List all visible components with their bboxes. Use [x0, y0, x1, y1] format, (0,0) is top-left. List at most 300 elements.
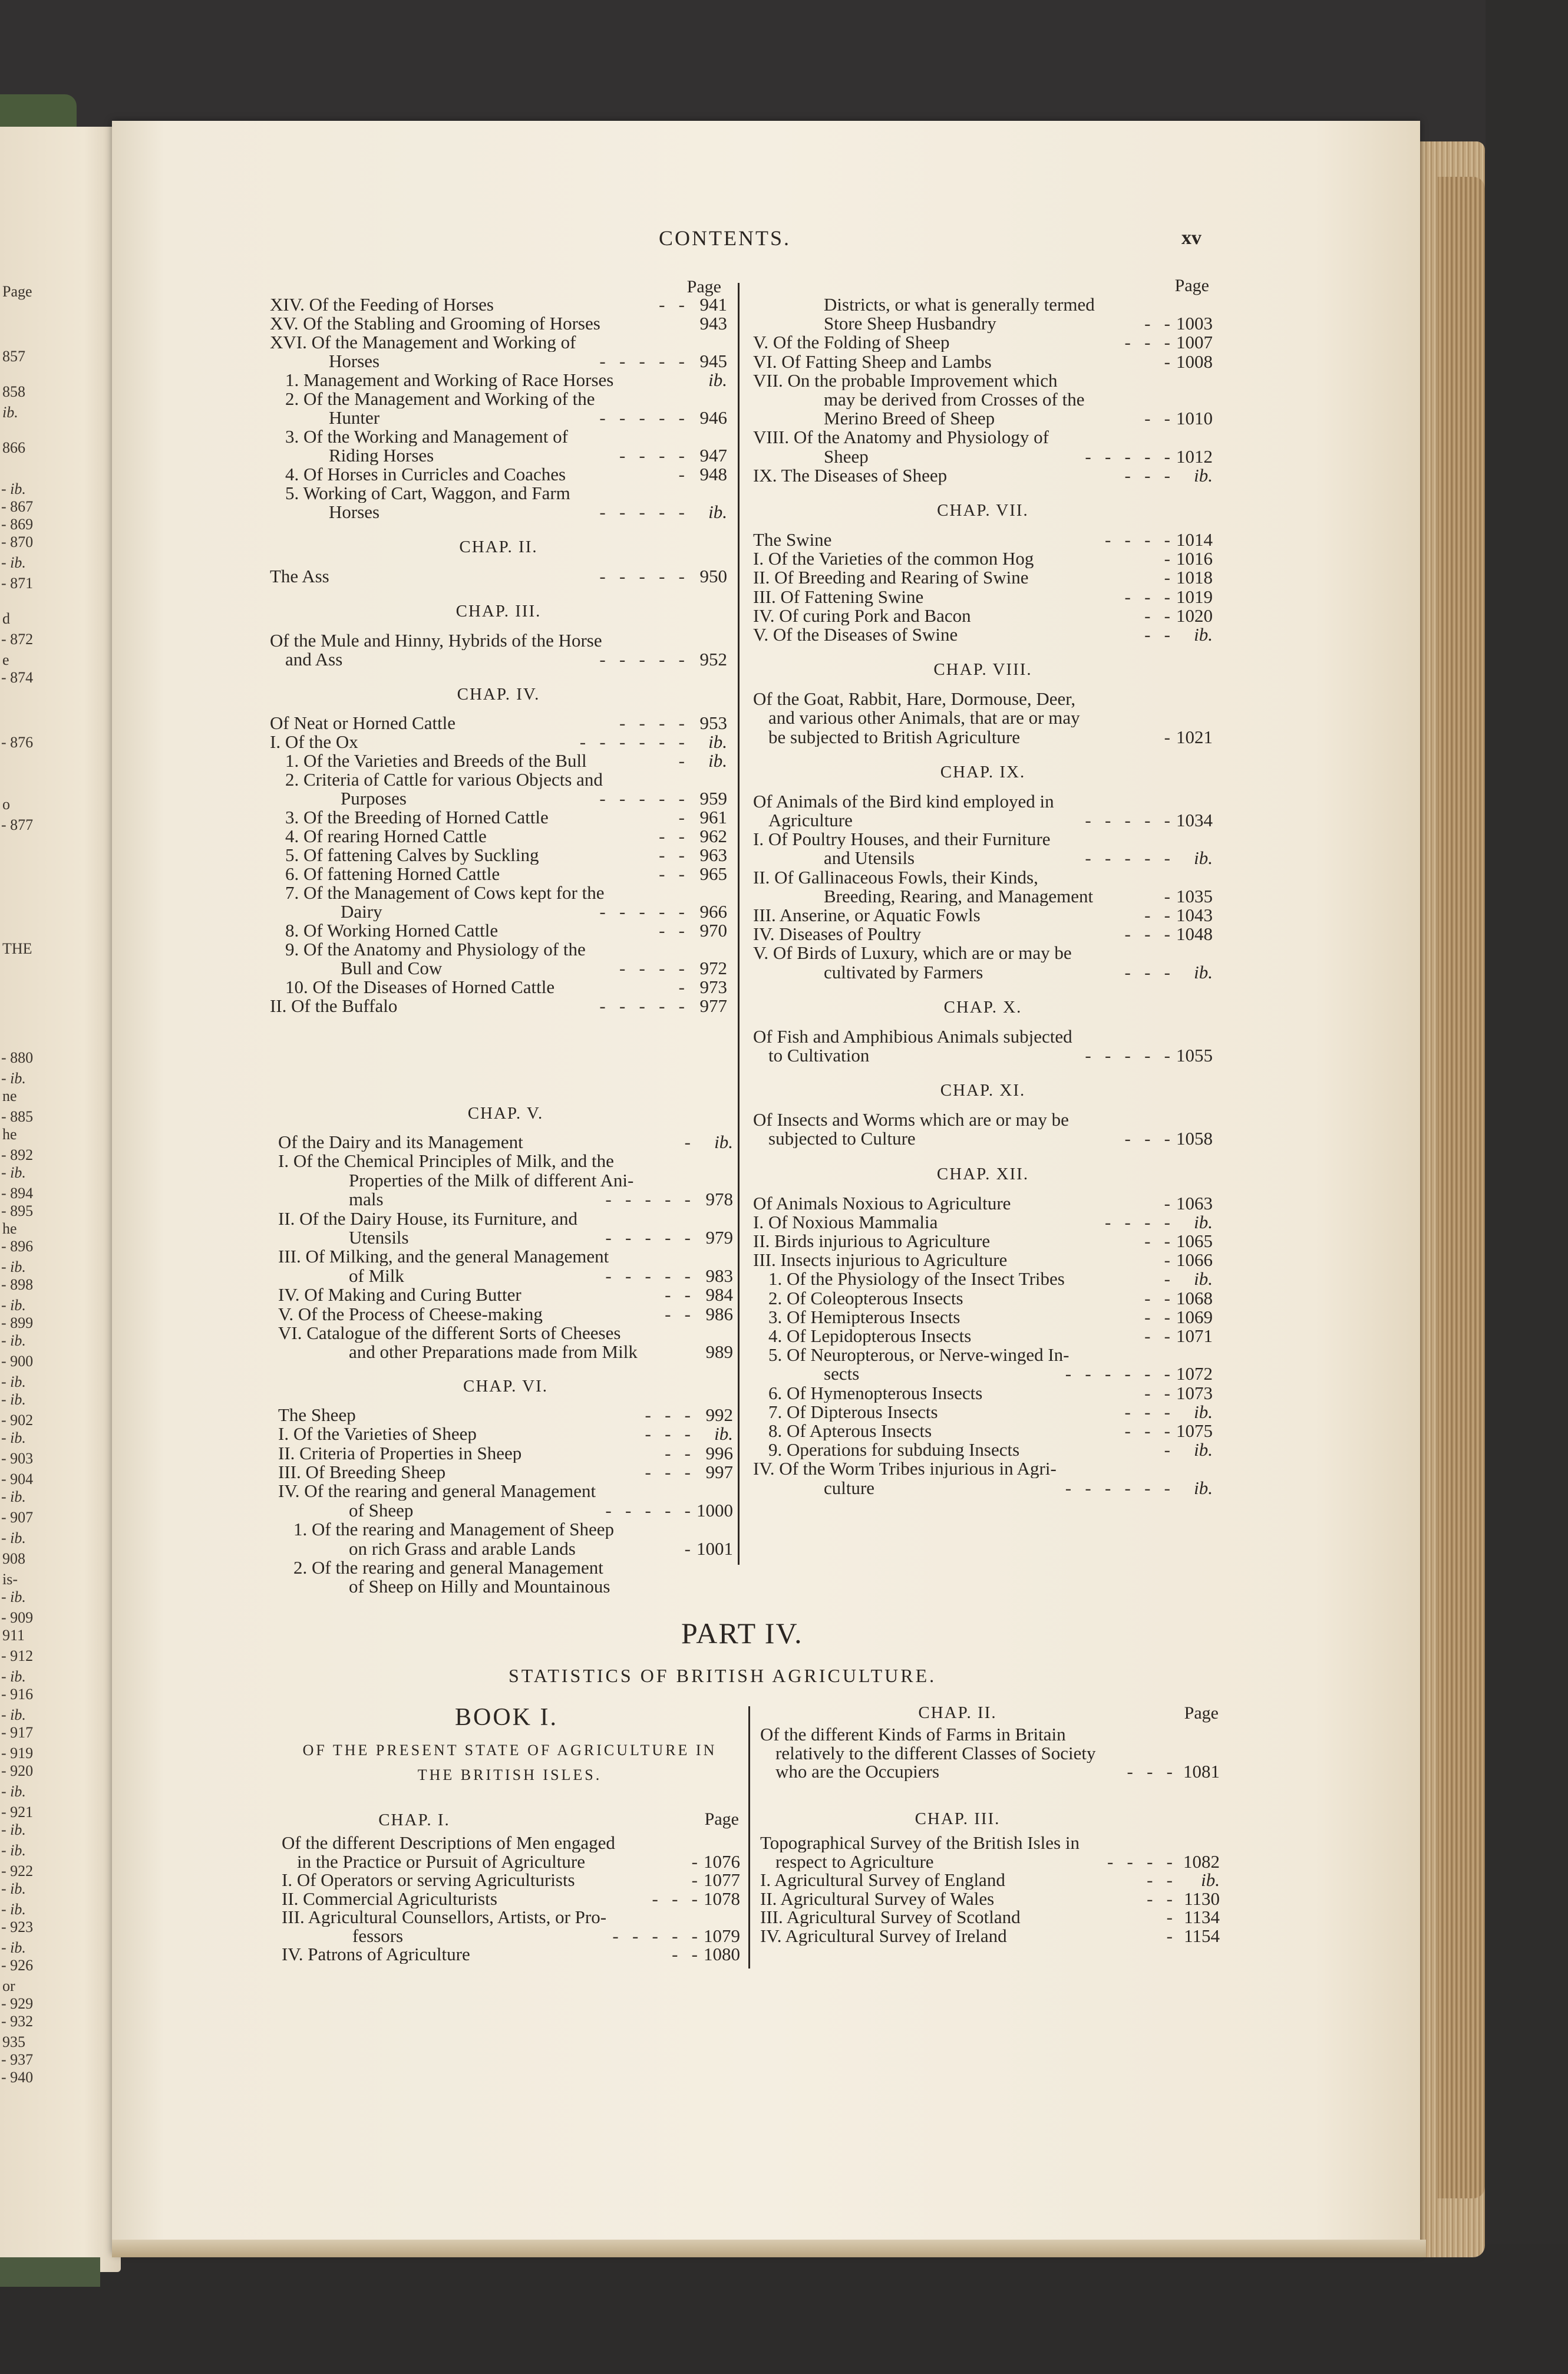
- entry-title: 2. Criteria of Cattle for various Objects and: [285, 770, 603, 790]
- contents-entry: [753, 1383, 1213, 1403]
- chapter-heading: CHAP. XII.: [936, 1164, 1029, 1183]
- left-page-number: - ib.: [1, 1488, 26, 1505]
- leader-dots: - - - - -: [1085, 1046, 1170, 1065]
- entry-title: Merino Breed of Sheep: [824, 408, 995, 428]
- entry-title: II. Of Breeding and Rearing of Swine: [753, 568, 1029, 588]
- leader-dots: - -: [659, 295, 685, 314]
- entry-page-number: 962: [699, 826, 727, 846]
- entry-page-number: ib.: [1194, 962, 1213, 982]
- contents-entry: [753, 1110, 1213, 1129]
- left-page-number: - 922: [1, 1862, 34, 1880]
- leader-dots: -: [1164, 1269, 1170, 1289]
- entry-title: on rich Grass and arable Lands: [349, 1538, 576, 1558]
- contents-entry: [270, 713, 727, 733]
- entry-title: I. Of the Varieties of Sheep: [278, 1424, 477, 1444]
- entry-page-number: ib.: [708, 732, 727, 752]
- leader-dots: - - - - -: [599, 996, 685, 1016]
- left-page-number: - ib.: [1, 1164, 26, 1181]
- entry-title: 2. Of the Management and Working of the: [285, 389, 595, 408]
- entry-title: I. Of Operators or serving Agriculturists: [282, 1870, 575, 1890]
- entry-page-number: 1073: [1176, 1383, 1213, 1403]
- entry-page-number: 1075: [1176, 1421, 1213, 1440]
- left-page-number: - 926: [1, 1957, 34, 1974]
- entry-page-number: 996: [705, 1443, 733, 1463]
- leader-dots: - - -: [1124, 332, 1170, 352]
- entry-page-number: ib.: [1201, 1870, 1220, 1890]
- contents-entry: [753, 1459, 1213, 1478]
- entry-page-number: 1016: [1176, 549, 1213, 569]
- contents-entry: [270, 408, 727, 427]
- leader-dots: - - - - -: [605, 1265, 691, 1285]
- contents-entry: [278, 1132, 733, 1152]
- left-page-number: - 874: [1, 669, 34, 686]
- contents-entry: [753, 810, 1213, 830]
- contents-entry: [270, 883, 727, 902]
- contents-entry: [278, 1285, 733, 1304]
- contents-entry: [753, 568, 1213, 587]
- contents-entry: [760, 1833, 1220, 1852]
- entry-page-number: 950: [699, 566, 727, 586]
- chapter-heading: CHAP. II.: [918, 1703, 997, 1722]
- entry-page-number: 978: [705, 1189, 733, 1209]
- entry-title: IV. Agricultural Survey of Ireland: [760, 1925, 1007, 1946]
- contents-entry: [753, 466, 1213, 485]
- entry-title: Of Animals Noxious to Agriculture: [753, 1193, 1011, 1213]
- contents-entry: [270, 389, 727, 408]
- entry-title: who are the Occupiers: [775, 1762, 940, 1781]
- contents-entry: [760, 1852, 1220, 1871]
- contents-entry: [282, 1852, 740, 1871]
- leader-dots: - - - - -: [599, 902, 685, 922]
- contents-entry: [278, 1539, 733, 1558]
- left-book-cover-bottom: [0, 2257, 100, 2287]
- contents-entry: [278, 1170, 733, 1190]
- entry-page-number: 943: [699, 314, 727, 333]
- leader-dots: - - - - - -: [579, 732, 685, 752]
- contents-entry: [278, 1558, 733, 1577]
- contents-entry: [753, 530, 1213, 549]
- contents-entry: [278, 1189, 733, 1209]
- entry-page-number: 1012: [1176, 446, 1213, 466]
- entry-page-number: 1043: [1176, 905, 1213, 925]
- chapter-heading: CHAP. IV.: [457, 684, 540, 704]
- entry-page-number: 1010: [1176, 408, 1213, 428]
- entry-title: 4. Of Lepidopterous Insects: [768, 1326, 972, 1346]
- left-page-number: - ib.: [1, 1297, 26, 1314]
- entry-title: 8. Of Working Horned Cattle: [285, 921, 499, 941]
- left-page-number: - 919: [1, 1745, 34, 1762]
- entry-title: I. Of Noxious Mammalia: [753, 1212, 938, 1232]
- leader-dots: - - -: [645, 1424, 691, 1444]
- chapter-heading: CHAP. II.: [459, 538, 538, 556]
- entry-title: 4. Of rearing Horned Cattle: [285, 826, 487, 846]
- entry-title: Dairy: [341, 902, 382, 922]
- entry-page-number: 983: [705, 1265, 733, 1285]
- contents-entry: [753, 792, 1213, 811]
- left-page-number: - 916: [1, 1686, 34, 1703]
- contents-entry: [278, 1151, 733, 1170]
- entry-title: Bull and Cow: [341, 958, 443, 978]
- entry-title: culture: [824, 1478, 875, 1498]
- contents-entry: [753, 905, 1213, 925]
- entry-title: 2. Of Coleopterous Insects: [768, 1288, 963, 1308]
- contents-entry: [753, 1129, 1213, 1148]
- leader-dots: -: [1164, 351, 1170, 371]
- left-page-number: - 917: [1, 1724, 34, 1741]
- contents-entry: [760, 1907, 1220, 1927]
- contents-entry: [753, 295, 1213, 314]
- left-page-number: - 921: [1, 1803, 34, 1821]
- chapter-heading: CHAP. XI.: [940, 1081, 1026, 1100]
- entry-title: 2. Of the rearing and general Management: [293, 1558, 603, 1577]
- entry-title: 1. Of the rearing and Management of Sheep: [293, 1519, 615, 1539]
- contents-entry: [270, 921, 727, 940]
- left-page-number: 908: [2, 1550, 25, 1567]
- contents-entry: [278, 1519, 733, 1539]
- entry-title: Of Insects and Worms which are or may be: [753, 1110, 1069, 1130]
- left-book-cover: [0, 94, 77, 130]
- book-subtitle-line-2: THE BRITISH ISLES.: [417, 1766, 602, 1783]
- contents-entry: [278, 1481, 733, 1501]
- left-page-number: o: [2, 796, 10, 813]
- left-page-number: - ib.: [1, 1070, 26, 1087]
- contents-entry: [753, 1269, 1213, 1288]
- entry-page-number: 1001: [696, 1538, 733, 1558]
- entry-title: 10. Of the Diseases of Horned Cattle: [285, 977, 555, 997]
- entry-title: may be derived from Crosses of the: [824, 390, 1085, 409]
- leader-dots: - -: [672, 1944, 698, 1964]
- left-page-number: - 940: [1, 2069, 34, 2086]
- entry-page-number: 992: [705, 1404, 733, 1425]
- left-page-number: - 902: [1, 1412, 34, 1429]
- left-page-number: 866: [2, 439, 25, 456]
- contents-entry: [753, 962, 1213, 982]
- entry-page-number: 961: [699, 807, 727, 827]
- entry-title: in the Practice or Pursuit of Agriculture: [297, 1851, 585, 1871]
- entry-title: I. Of the Ox: [270, 732, 358, 752]
- contents-entry: [753, 1288, 1213, 1308]
- left-page-number: - 871: [1, 575, 34, 592]
- contents-entry: [278, 1443, 733, 1463]
- entry-page-number: 945: [699, 351, 727, 371]
- left-page-number: - ib.: [1, 1706, 26, 1723]
- leader-dots: - - - - -: [1085, 848, 1170, 868]
- left-page-number: 858: [2, 383, 25, 400]
- chapter-heading: CHAP. III.: [455, 601, 542, 621]
- entry-page-number: 1020: [1176, 605, 1213, 625]
- leader-dots: - - -: [1124, 1421, 1170, 1440]
- contents-entry: [753, 1212, 1213, 1232]
- background-right: [1486, 0, 1568, 2374]
- contents-entry: [753, 390, 1213, 409]
- contents-entry: [282, 1907, 740, 1927]
- entry-title: mals: [349, 1189, 384, 1209]
- entry-page-number: 1078: [704, 1888, 740, 1908]
- contents-entry: [282, 1833, 740, 1852]
- entry-title: Store Sheep Husbandry: [824, 314, 996, 334]
- contents-entry: [278, 1209, 733, 1228]
- entry-page-number: 1069: [1176, 1307, 1213, 1327]
- entry-page-number: 1058: [1176, 1129, 1213, 1149]
- left-page-number: - 898: [1, 1276, 34, 1293]
- entry-title: V. Of the Folding of Sheep: [753, 332, 950, 352]
- entry-title: fessors: [352, 1925, 404, 1946]
- entry-page-number: 1048: [1176, 924, 1213, 944]
- chapter-heading: CHAP. VIII.: [933, 660, 1032, 680]
- contents-entry: [753, 1364, 1213, 1383]
- entry-page-number: 1072: [1176, 1364, 1213, 1384]
- leader-dots: -: [691, 1870, 698, 1890]
- entry-title: 7. Of the Management of Cows kept for the: [285, 883, 605, 903]
- entry-page-number: 965: [699, 864, 727, 884]
- left-page-number: - 923: [1, 1918, 34, 1936]
- entry-title: IV. Of the rearing and general Management: [278, 1481, 596, 1501]
- left-page-number: 857: [2, 348, 25, 365]
- entry-page-number: 1080: [704, 1944, 740, 1964]
- contents-entry: [753, 924, 1213, 944]
- entry-title: to Cultivation: [768, 1046, 870, 1065]
- chapter-heading: CHAP. X.: [943, 997, 1022, 1017]
- left-page-number: he: [2, 1126, 17, 1143]
- contents-entry: [753, 549, 1213, 568]
- leader-dots: - - - - -: [599, 649, 685, 669]
- book-title: BOOK I.: [455, 1704, 558, 1731]
- contents-entry: [270, 631, 727, 650]
- contents-entry: [753, 727, 1213, 747]
- leader-dots: - -: [1144, 605, 1170, 625]
- left-page-number: ne: [2, 1087, 17, 1104]
- contents-entry: [270, 446, 727, 465]
- left-page-number: - ib.: [1, 1821, 26, 1838]
- contents-entry: [282, 1870, 740, 1890]
- entry-title: 3. Of Hemipterous Insects: [768, 1307, 960, 1327]
- left-page-number: e: [2, 651, 9, 668]
- leader-dots: - - - - -: [599, 408, 685, 427]
- leader-dots: -: [1164, 1440, 1170, 1460]
- entry-title: VI. Of Fatting Sheep and Lambs: [753, 351, 992, 371]
- leader-dots: - -: [1144, 1288, 1170, 1308]
- entry-title: 3. Of the Breeding of Horned Cattle: [285, 807, 549, 827]
- contents-entry: [278, 1266, 733, 1285]
- left-page-number: is-: [2, 1571, 18, 1588]
- entry-title: 1. Of the Physiology of the Insect Tribes: [768, 1269, 1065, 1289]
- contents-entry: [760, 1870, 1220, 1890]
- page-heading: Page: [1184, 1703, 1219, 1723]
- entry-page-number: ib.: [708, 370, 727, 390]
- entry-title: Of Neat or Horned Cattle: [270, 713, 456, 733]
- leader-dots: - - - - -: [599, 566, 685, 586]
- entry-title: 1. Of the Varieties and Breeds of the Bull: [285, 751, 587, 771]
- entry-title: 6. Of fattening Horned Cattle: [285, 864, 500, 884]
- leader-dots: - -: [1144, 1231, 1170, 1251]
- leader-dots: - - - -: [619, 446, 685, 465]
- entry-page-number: ib.: [708, 502, 727, 522]
- leader-dots: - - -: [1124, 465, 1170, 485]
- entry-title: III. Agricultural Survey of Scotland: [760, 1907, 1021, 1927]
- entry-page-number: 966: [699, 902, 727, 922]
- left-page-number: - 903: [1, 1450, 34, 1467]
- entry-title: 4. Of Horses in Curricles and Coaches: [285, 464, 566, 484]
- column-divider-top: [738, 283, 740, 1565]
- leader-dots: - -: [1147, 1888, 1173, 1908]
- page-bottom-edge: [112, 2240, 1426, 2257]
- entry-title: The Swine: [753, 530, 832, 549]
- contents-entry: [270, 826, 727, 846]
- leader-dots: -: [1164, 886, 1170, 906]
- left-page-number: - 870: [1, 533, 34, 550]
- entry-title: 1. Management and Working of Race Horses: [285, 370, 614, 390]
- entry-title: I. Of Poultry Houses, and their Furniture: [753, 829, 1051, 849]
- entry-page-number: 952: [699, 649, 727, 669]
- entry-page-number: 1154: [1184, 1925, 1220, 1946]
- entry-title: III. Anserine, or Aquatic Fowls: [753, 905, 981, 925]
- entry-page-number: 963: [699, 845, 727, 865]
- entry-page-number: 953: [699, 713, 727, 733]
- contents-entry: [278, 1342, 733, 1361]
- entry-title: Districts, or what is generally termed: [824, 295, 1095, 314]
- contents-entry: [270, 649, 727, 669]
- entry-title: III. Insects injurious to Agriculture: [753, 1250, 1008, 1270]
- left-page-number: - 867: [1, 498, 34, 515]
- left-page-number: - 900: [1, 1353, 34, 1370]
- contents-entry: [270, 807, 727, 827]
- left-page-number: - 877: [1, 816, 34, 833]
- entry-page-number: 1068: [1176, 1288, 1213, 1308]
- entry-page-number: 986: [705, 1304, 733, 1324]
- entry-title: 5. Working of Cart, Waggon, and Farm: [285, 483, 570, 503]
- entry-title: be subjected to British Agriculture: [768, 727, 1021, 747]
- left-page-number: - 896: [1, 1238, 34, 1255]
- contents-entry: [270, 977, 727, 997]
- entry-title: Horses: [329, 502, 380, 522]
- entry-page-number: ib.: [1194, 848, 1213, 868]
- leader-dots: - - - - -: [605, 1500, 691, 1520]
- entry-page-number: 970: [699, 921, 727, 941]
- contents-entry: [270, 566, 727, 586]
- entry-page-number: 1034: [1176, 810, 1213, 830]
- contents-entry: [270, 996, 727, 1015]
- entry-title: VII. On the probable Improvement which: [753, 370, 1058, 390]
- entry-title: II. Criteria of Properties in Sheep: [278, 1443, 522, 1463]
- left-page-number: - ib.: [1, 1901, 26, 1918]
- entry-page-number: 997: [705, 1462, 733, 1482]
- entry-title: IV. Diseases of Poultry: [753, 924, 922, 944]
- contents-entry: [753, 689, 1213, 708]
- contents-entry: [753, 352, 1213, 371]
- leader-dots: - - -: [1124, 962, 1170, 982]
- entry-title: relatively to the different Classes of Society: [775, 1743, 1096, 1763]
- contents-entry: [753, 943, 1213, 962]
- entry-title: II. Agricultural Survey of Wales: [760, 1888, 995, 1908]
- leader-dots: -: [1166, 1925, 1173, 1946]
- left-page-number: - 912: [1, 1647, 34, 1664]
- contents-entry: [753, 1421, 1213, 1440]
- contents-entry: [278, 1228, 733, 1247]
- leader-dots: - -: [665, 1285, 691, 1305]
- entry-title: II. Of the Buffalo: [270, 996, 398, 1016]
- leader-dots: - - - -: [1107, 1851, 1173, 1871]
- entry-page-number: 946: [699, 408, 727, 427]
- leader-dots: - - - -: [1104, 530, 1170, 549]
- entry-title: XVI. Of the Management and Working of: [270, 332, 576, 352]
- contents-entry: [753, 314, 1213, 333]
- left-page-number: - 932: [1, 2013, 34, 2030]
- entry-page-number: ib.: [714, 1132, 733, 1152]
- contents-entry: [753, 1345, 1213, 1364]
- left-page-number: - ib.: [1, 1529, 26, 1547]
- entry-title: IV. Of curing Pork and Bacon: [753, 605, 971, 625]
- entry-page-number: 947: [699, 446, 727, 465]
- leader-dots: - - -: [1127, 1762, 1173, 1781]
- entry-title: IV. Of Making and Curing Butter: [278, 1285, 521, 1305]
- chapter-heading: CHAP. VI.: [463, 1376, 548, 1396]
- left-page-number: Page: [2, 283, 32, 300]
- entry-page-number: ib.: [1194, 1402, 1213, 1422]
- contents-entry: [270, 370, 727, 390]
- background-bottom: [0, 2244, 1568, 2374]
- entry-page-number: 1021: [1176, 727, 1213, 747]
- entry-title: Breeding, Rearing, and Management: [824, 886, 1094, 906]
- contents-entry: [278, 1424, 733, 1443]
- entry-title: 9. Operations for subduing Insects: [768, 1440, 1020, 1460]
- entry-title: II. Of the Dairy House, its Furniture, and: [278, 1208, 577, 1228]
- entry-page-number: 1000: [696, 1500, 733, 1520]
- left-page-number: ib.: [2, 404, 18, 421]
- entry-page-number: 1065: [1176, 1231, 1213, 1251]
- contents-entry: [753, 1326, 1213, 1346]
- entry-title: respect to Agriculture: [775, 1851, 934, 1871]
- entry-page-number: 1082: [1183, 1851, 1220, 1871]
- leader-dots: - -: [1147, 1870, 1173, 1890]
- contents-entry: [753, 848, 1213, 868]
- contents-entry: [760, 1743, 1220, 1763]
- page-heading: Page: [704, 1809, 739, 1829]
- entry-title: II. Of Gallinaceous Fowls, their Kinds,: [753, 867, 1038, 887]
- leader-dots: - - - - -: [599, 502, 685, 522]
- contents-entry: [753, 1307, 1213, 1327]
- entry-title: Of Fish and Amphibious Animals subjected: [753, 1026, 1072, 1046]
- entry-title: Sheep: [824, 446, 869, 466]
- chapter-heading: CHAP. III.: [915, 1809, 1001, 1828]
- leader-dots: - -: [659, 921, 685, 941]
- entry-page-number: 1066: [1176, 1250, 1213, 1270]
- left-page-number: - 929: [1, 1995, 34, 2012]
- contents-entry: [270, 351, 727, 371]
- leader-dots: - -: [1144, 1326, 1170, 1346]
- entry-page-number: ib.: [708, 751, 727, 771]
- left-page-number: d: [2, 610, 10, 627]
- leader-dots: - -: [659, 826, 685, 846]
- part-title: PART IV.: [681, 1617, 803, 1650]
- contents-entry: [270, 902, 727, 921]
- entry-title: 9. Of the Anatomy and Physiology of the: [285, 939, 586, 960]
- leader-dots: - - -: [645, 1462, 691, 1482]
- leader-dots: -: [1164, 1193, 1170, 1213]
- left-page-number: - ib.: [1, 1258, 26, 1275]
- contents-entry: [278, 1304, 733, 1324]
- contents-entry: [270, 483, 727, 503]
- entry-title: VIII. Of the Anatomy and Physiology of: [753, 427, 1049, 447]
- contents-entry: [278, 1501, 733, 1520]
- contents-entry: [270, 864, 727, 883]
- left-page-number: or: [2, 1977, 15, 1994]
- entry-title: III. Agricultural Counsellors, Artists, or Pro-: [282, 1907, 607, 1927]
- contents-entry: [753, 886, 1213, 906]
- entry-page-number: 973: [699, 977, 727, 997]
- leader-dots: - - - -: [1104, 1212, 1170, 1232]
- leader-dots: - - - - -: [1085, 810, 1170, 830]
- left-page-number: - 909: [1, 1609, 34, 1626]
